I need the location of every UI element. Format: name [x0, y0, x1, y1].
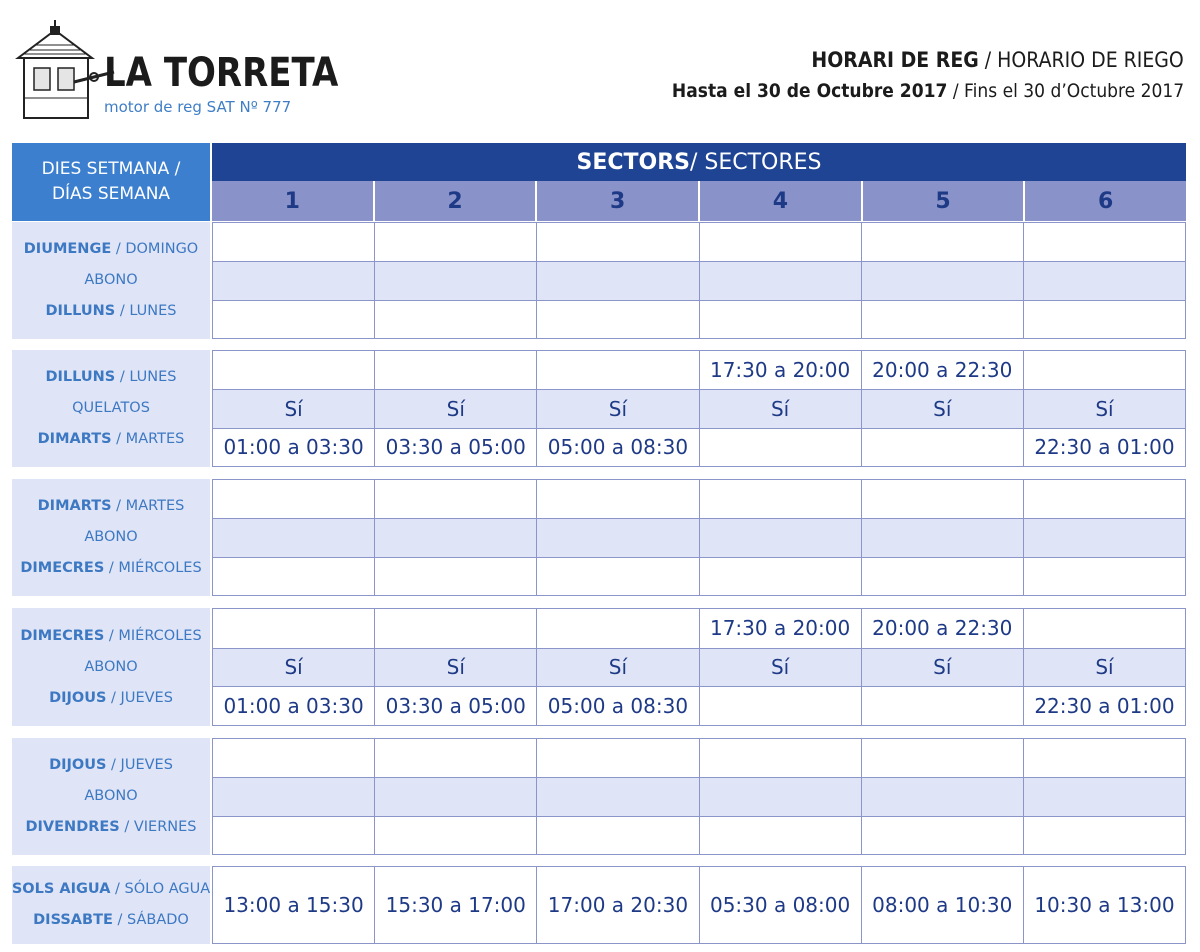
schedule-cell: Sí — [861, 649, 1023, 687]
schedule-cell — [699, 817, 861, 854]
schedule-cell — [213, 739, 374, 777]
schedule-cell — [213, 519, 374, 556]
logo-subtitle: motor de reg SAT Nº 777 — [104, 98, 292, 116]
day-label: DIMECRES / MIÉRCOLES — [20, 627, 202, 644]
schedule-cell — [1023, 609, 1185, 648]
schedule-cell — [1023, 739, 1185, 777]
schedule-cell: 17:30 a 20:00 — [699, 609, 861, 648]
schedule-cell: 17:30 a 20:00 — [699, 351, 861, 389]
schedule-cell — [374, 223, 536, 261]
schedule-cell — [1023, 558, 1185, 595]
schedule-row — [213, 518, 1185, 556]
schedule-cell — [1023, 301, 1185, 338]
schedule-cell: Sí — [374, 649, 536, 687]
sector-number: 2 — [373, 181, 536, 221]
schedule-cell — [861, 558, 1023, 595]
schedule-cell — [374, 778, 536, 815]
sector-number: 4 — [698, 181, 861, 221]
schedule-cell — [861, 429, 1023, 466]
schedule-cell: 08:00 a 10:30 — [861, 867, 1023, 943]
schedule-cell — [536, 778, 698, 815]
schedule-cell — [536, 817, 698, 854]
schedule-cell — [213, 262, 374, 299]
schedule-cell — [699, 558, 861, 595]
schedule-row — [213, 480, 1185, 518]
days-header-line2: DÍAS SEMANA — [51, 184, 171, 204]
day-label: DIMARTS / MARTES — [37, 431, 185, 447]
schedule-row — [213, 428, 1185, 466]
schedule-cell — [374, 262, 536, 299]
schedule-cell — [374, 558, 536, 595]
schedule-cell: 01:00 a 03:30 — [223, 694, 364, 719]
schedule-row — [213, 389, 1185, 427]
schedule-row — [213, 351, 1185, 389]
day-label: DIMECRES / MIÉRCOLES — [20, 560, 202, 576]
day-label: DIVENDRES / VIERNES — [25, 819, 197, 835]
sector-number: 5 — [861, 181, 1024, 221]
day-label: SOLS AIGUA / SÓLO AGUA — [11, 881, 211, 897]
schedule-validity-ca: / Fins el 30 d’Octubre 2017 — [947, 80, 1184, 102]
schedule-cell: Sí — [374, 390, 536, 427]
schedule-cell: 03:30 a 05:00 — [374, 429, 536, 466]
schedule-cell: Sí — [536, 390, 698, 427]
schedule-validity-es: Hasta el 30 de Octubre 2017 — [671, 80, 948, 102]
day-label: ABONO — [84, 272, 138, 288]
schedule-cell: 17:00 a 20:30 — [536, 867, 698, 943]
schedule-cell — [699, 778, 861, 815]
schedule-cell — [861, 480, 1023, 518]
schedule-cell — [213, 817, 374, 854]
schedule-cell — [699, 262, 861, 299]
schedule-cell: 05:00 a 08:30 — [536, 687, 698, 725]
schedule-cell: 20:00 a 22:30 — [861, 609, 1023, 648]
schedule-cell — [536, 262, 698, 299]
schedule-group — [12, 350, 1186, 467]
day-label: DIMARTS / MARTES — [37, 498, 185, 514]
schedule-cell — [374, 519, 536, 556]
schedule-cell: 20:00 a 22:30 — [861, 351, 1023, 389]
day-labels — [12, 222, 210, 339]
schedule-cell: Sí — [699, 390, 861, 427]
schedule-cell — [536, 351, 698, 389]
schedule-cell — [536, 609, 698, 648]
schedule-cell: Sí — [1023, 649, 1185, 687]
schedule-cell: 05:30 a 08:00 — [699, 867, 861, 943]
schedule-row — [213, 816, 1185, 854]
schedule-cell — [1023, 778, 1185, 815]
day-label: DILLUNS / LUNES — [45, 369, 177, 385]
schedule-row — [213, 300, 1185, 338]
schedule-cell: Sí — [536, 649, 698, 687]
schedule-cell — [536, 739, 698, 777]
schedule-cell: 13:00 a 15:30 — [223, 893, 364, 917]
schedule-validity — [672, 80, 1184, 102]
schedule-cell: 15:30 a 17:00 — [374, 867, 536, 943]
schedule-cell: 10:30 a 13:00 — [1023, 867, 1185, 943]
day-labels — [12, 608, 210, 726]
sectors-header-es: / SECTORES — [689, 149, 822, 175]
schedule-cell — [536, 480, 698, 518]
sector-number: 3 — [535, 181, 698, 221]
schedule-row — [213, 557, 1185, 595]
schedule-cell — [213, 558, 374, 595]
schedule-grid — [212, 479, 1186, 596]
schedule-cell: 22:30 a 01:00 — [1023, 429, 1185, 466]
schedule-cell — [374, 301, 536, 338]
schedule-cell — [374, 480, 536, 518]
schedule-cell: 05:00 a 08:30 — [536, 429, 698, 466]
sectors-header — [212, 143, 1186, 181]
sectors-header-ca: SECTORS — [576, 149, 690, 175]
schedule-cell — [861, 739, 1023, 777]
schedule-cell — [536, 301, 698, 338]
schedule-group — [12, 608, 1186, 726]
schedule-row — [213, 609, 1185, 648]
day-label: DILLUNS / LUNES — [45, 303, 177, 319]
sector-numbers-row — [212, 181, 1186, 221]
schedule-row — [213, 648, 1185, 687]
schedule-cell — [861, 223, 1023, 261]
schedule-cell — [213, 778, 374, 815]
schedule-cell — [213, 301, 374, 338]
schedule-grid — [212, 222, 1186, 339]
schedule-cell — [1023, 519, 1185, 556]
schedule-cell — [699, 739, 861, 777]
schedule-row — [213, 867, 1185, 943]
logo-title: LA TORRETA — [104, 50, 339, 96]
schedule-group — [12, 222, 1186, 339]
schedule-row — [213, 261, 1185, 299]
day-label: DIJOUS / JUEVES — [49, 689, 173, 706]
schedule-grid — [212, 866, 1186, 944]
day-label: QUELATOS — [72, 400, 150, 416]
day-labels — [12, 479, 210, 596]
day-labels — [12, 866, 210, 944]
schedule-cell — [374, 739, 536, 777]
schedule-cell: Sí — [1023, 390, 1185, 427]
day-label: DIJOUS / JUEVES — [49, 757, 173, 773]
schedule-row — [213, 686, 1185, 725]
logo — [14, 20, 339, 120]
schedule-cell — [1023, 223, 1185, 261]
day-labels — [12, 738, 210, 855]
schedule-cell — [1023, 351, 1185, 389]
schedule-cell — [1023, 480, 1185, 518]
days-column-header — [12, 143, 210, 221]
schedule-cell — [1023, 262, 1185, 299]
schedule-cell — [861, 817, 1023, 854]
schedule-title-es: / HORARIO DE RIEGO — [978, 48, 1184, 72]
schedule-cell — [213, 480, 374, 518]
schedule-cell — [699, 301, 861, 338]
day-label: ABONO — [84, 658, 138, 675]
schedule-cell — [536, 558, 698, 595]
schedule-cell — [213, 351, 374, 389]
schedule-cell — [699, 480, 861, 518]
schedule-cell — [536, 223, 698, 261]
schedule-cell — [861, 262, 1023, 299]
schedule-row — [213, 739, 1185, 777]
sector-number: 1 — [212, 181, 373, 221]
schedule-grid — [212, 738, 1186, 855]
day-label: ABONO — [84, 788, 138, 804]
schedule-cell: Sí — [861, 390, 1023, 427]
schedule-row — [213, 223, 1185, 261]
schedule-cell — [861, 687, 1023, 725]
schedule-cell — [699, 687, 861, 725]
schedule-cell: 22:30 a 01:00 — [1023, 687, 1185, 725]
schedule-cell: 03:30 a 05:00 — [374, 687, 536, 725]
schedule-row — [213, 777, 1185, 815]
schedule-cell — [213, 609, 374, 648]
schedule-cell: 01:00 a 03:30 — [223, 435, 364, 460]
day-label: DISSABTE / SÁBADO — [33, 912, 189, 928]
schedule-cell — [699, 519, 861, 556]
schedule-cell — [374, 817, 536, 854]
day-labels — [12, 350, 210, 467]
schedule-grid — [212, 608, 1186, 726]
schedule-cell — [374, 609, 536, 648]
schedule-cell — [699, 429, 861, 466]
schedule-cell — [861, 778, 1023, 815]
schedule-cell: Sí — [284, 655, 303, 680]
schedule-group — [12, 866, 1186, 944]
schedule-title — [812, 48, 1184, 72]
schedule-group — [12, 479, 1186, 596]
sector-number: 6 — [1023, 181, 1186, 221]
schedule-title-ca: HORARI DE REG — [811, 48, 979, 72]
schedule-grid — [212, 350, 1186, 467]
days-header-line1: DIES SETMANA / — [41, 159, 181, 179]
schedule-cell: Sí — [699, 649, 861, 687]
day-label: ABONO — [84, 529, 138, 545]
schedule-cell — [374, 351, 536, 389]
schedule-cell — [861, 301, 1023, 338]
schedule-cell — [536, 519, 698, 556]
day-label: DIUMENGE / DOMINGO — [23, 241, 199, 257]
schedule-cell: Sí — [284, 396, 303, 421]
schedule-group — [12, 738, 1186, 855]
schedule-cell — [699, 223, 861, 261]
schedule-cell — [1023, 817, 1185, 854]
schedule-cell — [861, 519, 1023, 556]
schedule-cell — [213, 223, 374, 261]
